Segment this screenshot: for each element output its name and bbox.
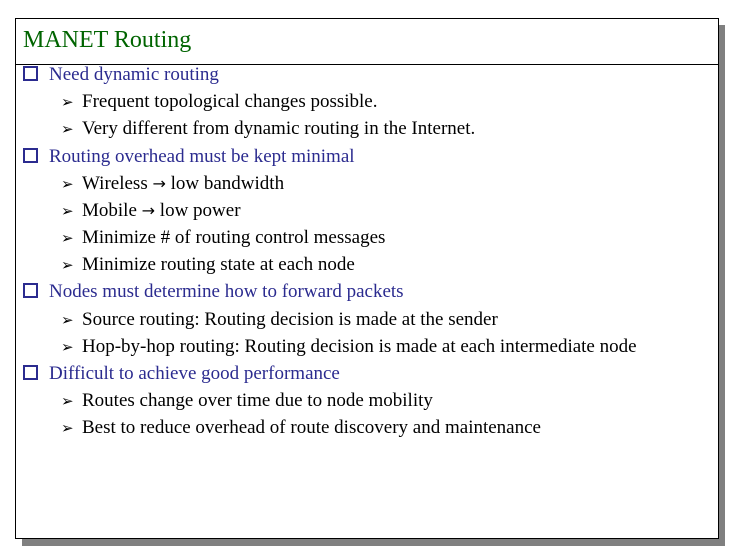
bullet-routing-overhead — [23, 146, 355, 168]
sub-bullet — [61, 336, 637, 358]
bullet-text: Routing overhead must be kept minimal — [49, 146, 355, 167]
sub-bullet — [61, 309, 498, 331]
right-arrow-icon: → — [141, 201, 156, 220]
sub-bullet-text: Minimize routing state at each node — [82, 254, 355, 275]
checkbox-square-icon — [23, 66, 38, 81]
sub-bullet-text: Very different from dynamic routing in the Internet. — [82, 118, 476, 139]
sub-bullet-text: Minimize # of routing control messages — [82, 227, 386, 248]
arrowhead-icon: ➢ — [61, 202, 74, 220]
bullet-nodes-must-determine — [23, 281, 404, 303]
bullet-need-dynamic-routing — [23, 64, 219, 86]
right-arrow-icon: → — [152, 174, 166, 193]
bullet-difficult-performance — [23, 363, 340, 385]
sub-bullet — [61, 390, 433, 412]
bullet-text: Difficult to achieve good performance — [49, 363, 340, 384]
arrowhead-icon: ➢ — [61, 175, 74, 193]
sub-bullet-text: Wireless — [82, 173, 148, 194]
arrowhead-icon: ➢ — [61, 256, 74, 274]
checkbox-square-icon — [23, 365, 38, 380]
arrowhead-icon: ➢ — [61, 311, 74, 329]
arrowhead-icon: ➢ — [61, 419, 74, 437]
slide — [15, 18, 719, 539]
title-bar — [16, 19, 718, 65]
sub-bullet — [61, 227, 385, 249]
checkbox-square-icon — [23, 148, 38, 163]
bullet-text: Need dynamic routing — [49, 64, 219, 85]
slide-title: MANET Routing — [23, 27, 192, 53]
sub-bullet-text: Source routing: Routing decision is made at the sender — [82, 309, 498, 330]
arrowhead-icon: ➢ — [61, 93, 74, 111]
sub-bullet-text: Frequent topological changes possible. — [82, 91, 378, 112]
arrowhead-icon: ➢ — [61, 338, 74, 356]
sub-bullet-text: Routes change over time due to node mobility — [82, 390, 433, 411]
sub-bullet-text: Best to reduce overhead of route discovery and maintenance — [82, 417, 541, 438]
sub-bullet-text: low bandwidth — [170, 173, 285, 194]
arrowhead-icon: ➢ — [61, 120, 74, 138]
bullet-text: Nodes must determine how to forward packets — [49, 281, 404, 302]
sub-bullet — [61, 173, 284, 195]
sub-bullet — [61, 91, 378, 113]
sub-bullet — [61, 200, 241, 222]
sub-bullet-text: low power — [159, 200, 241, 221]
sub-bullet — [61, 118, 475, 140]
sub-bullet-text: Hop-by-hop routing: Routing decision is made at each intermediate node — [82, 336, 637, 357]
sub-bullet-text: Mobile — [82, 200, 137, 221]
sub-bullet — [61, 417, 541, 439]
arrowhead-icon: ➢ — [61, 392, 74, 410]
arrowhead-icon: ➢ — [61, 229, 74, 247]
checkbox-square-icon — [23, 283, 38, 298]
sub-bullet — [61, 254, 355, 276]
